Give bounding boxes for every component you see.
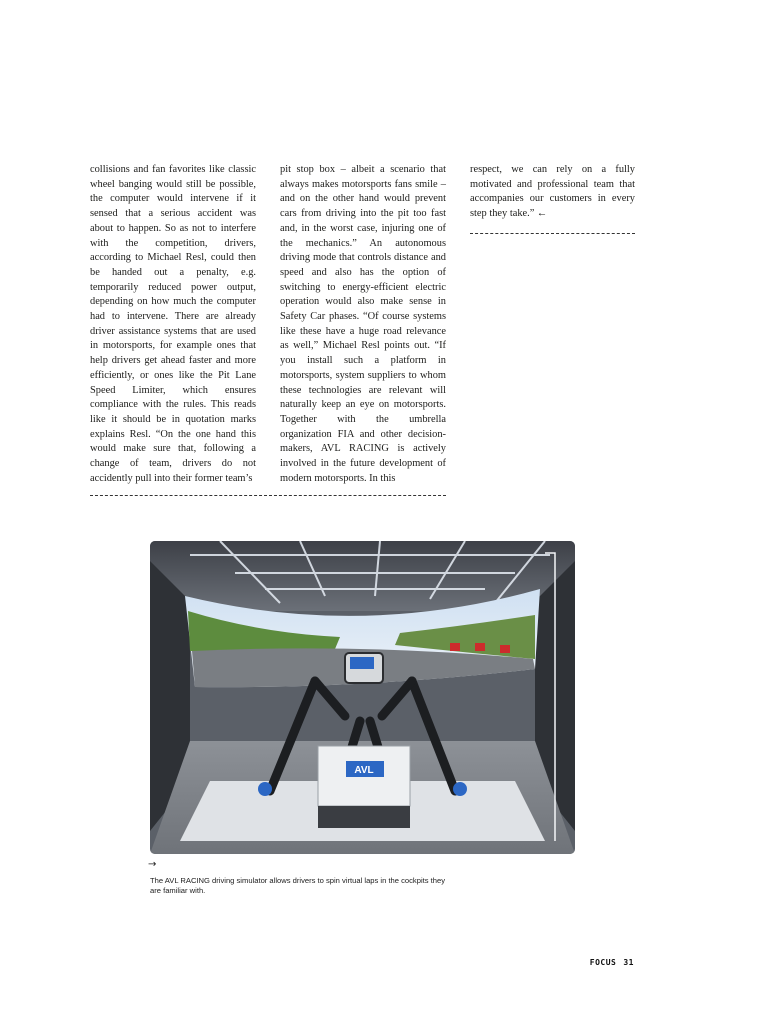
article-paragraph-2: pit stop box – albeit a scenario that always makes motorsports fans smile – and on the other hand would prevent cars from driving into the pit too fast and, in the worst case, injuring one of the mechanics.” An autonomous driving mode that controls distance and speed and also has the option of switching to energy-efficient electric operation would also make sense in Safety Car phases. “Of course systems like these have a huge road relevance as well,” Michael Resl points out. “If you install such a platform in motorsports, system suppliers to whom these technologies are relevant will naturally keep an eye on motorsports. Together with the umbrella organization FIA and other decision-makers, AVL RACING is actively involved in the future development of modern motorsports. In this <box>280 164 446 484</box>
caption-arrow-icon: → <box>148 859 157 870</box>
article-end-rule <box>470 233 635 234</box>
page-number: 31 <box>623 958 634 967</box>
photo-caption: The AVL RACING driving simulator allows drivers to spin virtual laps in the cockpits they are familiar with. <box>150 876 446 895</box>
article-paragraph-3: respect, we can rely on a fully motivated and professional team that accompanies our customers in every step they take.” ← <box>470 164 635 220</box>
column-divider-rule <box>90 495 446 496</box>
article-column-3 <box>470 163 635 222</box>
section-name: FOCUS <box>589 958 617 967</box>
article-column-2 <box>280 163 446 486</box>
driving-simulator-photo <box>150 541 575 854</box>
article-column-1 <box>90 163 256 486</box>
avl-logo: AVL <box>354 765 374 776</box>
page-folio <box>590 958 634 967</box>
article-paragraph-1: collisions and fan favorites like classic wheel banging would still be possible, the computer would intervene if it sensed that a serious accident was about to happen. So as not to interfere with the competition, drivers, according to Michael Resl, could then be handed out a penalty, e.g. temporarily reduced power output, depending on how much the computer had to intervene. There are already driver assistance systems that are used in motorsports, for example ones that help drivers get ahead faster and more efficiently, or ones like the Pit Lane Speed Limiter, which ensures compliance with the rules. This reads like it should be in quotation marks explains Resl. “On the one hand this would make sure that, following a change of team, drivers do not accidently pull into their former team’s <box>90 164 256 484</box>
